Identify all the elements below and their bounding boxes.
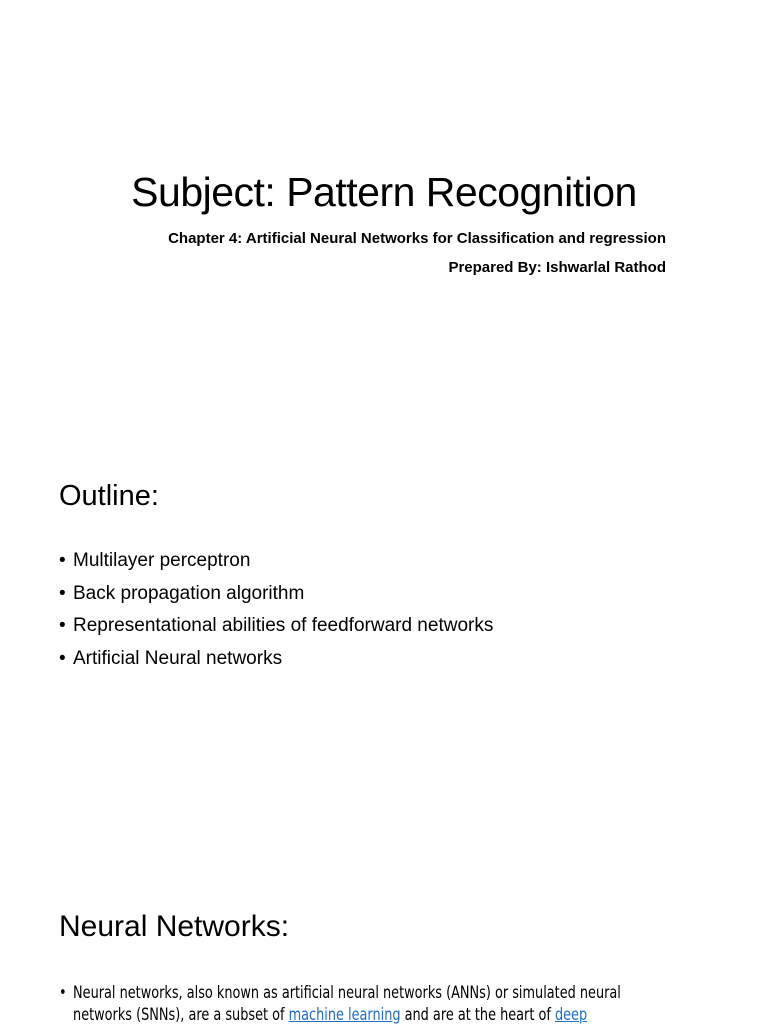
deep-learning-link[interactable]: deep — [554, 1005, 588, 1024]
bullet-icon: • — [59, 615, 66, 636]
bullet-icon: • — [59, 550, 66, 571]
list-item — [59, 581, 493, 614]
bullet-icon: • — [59, 983, 67, 1002]
paragraph-text: Neural networks, also known as artificial neural networks (ANNs) or simulated neural — [73, 983, 621, 1002]
bullet-spacer — [59, 1004, 73, 1024]
outline-list — [59, 548, 493, 678]
machine-learning-link[interactable]: machine learning — [288, 1005, 401, 1024]
slide-title: Subject: Pattern Recognition — [131, 169, 637, 215]
chapter-subtitle: Chapter 4: Artificial Neural Networks for Classification and regression — [168, 230, 666, 247]
title-slide — [0, 0, 768, 432]
paragraph-line-2 — [59, 1004, 699, 1024]
author-line: Prepared By: Ishwarlal Rathod — [448, 259, 666, 276]
paragraph-text: and are at the heart of — [400, 1005, 555, 1024]
outline-heading: Outline: — [59, 480, 159, 512]
bullet-icon: • — [59, 582, 66, 604]
list-item — [59, 548, 493, 581]
paragraph-text: networks (SNNs), are a subset of — [73, 1005, 289, 1024]
list-item-text: Artificial Neural networks — [73, 647, 283, 669]
neural-networks-heading: Neural Networks: — [59, 910, 290, 943]
outline-slide — [0, 432, 768, 864]
list-item — [59, 646, 493, 679]
list-item-text: Back propagation algorithm — [73, 582, 305, 604]
paragraph-line-1 — [59, 982, 699, 1004]
neural-networks-slide — [0, 864, 768, 1024]
list-item-text: Representational abilities of feedforward networks — [73, 615, 494, 636]
list-item-text: Multilayer perceptron — [73, 550, 251, 571]
list-item — [59, 613, 493, 646]
bullet-icon: • — [59, 647, 66, 669]
neural-networks-paragraph — [59, 982, 699, 1024]
